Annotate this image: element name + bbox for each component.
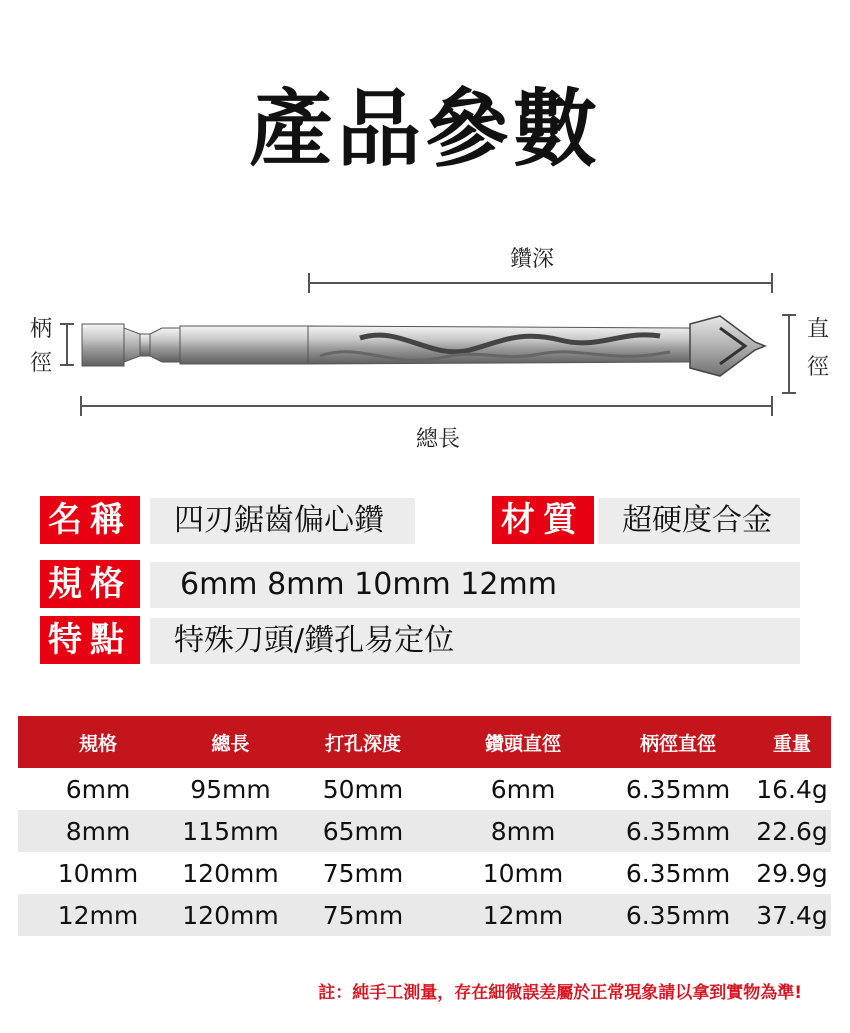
table-cell: 6.35mm bbox=[625, 816, 731, 846]
table-cell: 6mm bbox=[490, 774, 556, 804]
name-value: 四刃鋸齒偏心鑽 bbox=[150, 498, 415, 544]
table-cell: 120mm bbox=[182, 900, 279, 930]
spec-row-size bbox=[40, 560, 800, 608]
dia-label-1: 直 bbox=[806, 317, 829, 342]
header-cell: 重量 bbox=[772, 732, 811, 755]
table-cell: 65mm bbox=[322, 816, 404, 846]
depth-label: 鑽深 bbox=[510, 247, 555, 272]
dia-label-2: 徑 bbox=[806, 355, 829, 380]
table-header bbox=[18, 716, 831, 768]
table-cell: 6mm bbox=[65, 774, 131, 804]
table-cell: 95mm bbox=[190, 774, 271, 804]
header-cell: 鑽頭直徑 bbox=[484, 732, 561, 755]
shank-label-2: 徑 bbox=[29, 351, 52, 376]
dia-tick-bottom bbox=[782, 392, 796, 394]
table-cell: 8mm bbox=[490, 816, 556, 846]
table-row bbox=[18, 768, 831, 810]
table-row bbox=[18, 894, 831, 936]
shank-label-1: 柄 bbox=[29, 317, 52, 342]
dia-dim-line bbox=[788, 314, 790, 394]
header-cell: 打孔深度 bbox=[324, 732, 401, 755]
table-cell: 115mm bbox=[182, 816, 279, 846]
header-cell: 總長 bbox=[211, 732, 250, 755]
feature-value: 特殊刀頭/鑽孔易定位 bbox=[150, 618, 800, 664]
spec-table bbox=[18, 716, 831, 936]
name-tag: 名稱 bbox=[40, 496, 140, 544]
total-tick-left bbox=[80, 396, 82, 416]
material-tag: 材質 bbox=[492, 496, 594, 544]
page-title: 產品參數 bbox=[248, 80, 601, 178]
size-tag: 規格 bbox=[40, 560, 140, 608]
table-cell: 10mm bbox=[57, 858, 139, 888]
total-label: 總長 bbox=[416, 427, 461, 452]
header-cell: 規格 bbox=[78, 732, 117, 755]
table-cell: 37.4g bbox=[756, 900, 828, 930]
table-cell: 16.4g bbox=[756, 774, 828, 804]
table-cell: 22.6g bbox=[756, 816, 828, 846]
table-cell: 29.9g bbox=[756, 858, 828, 888]
table-cell: 8mm bbox=[65, 816, 131, 846]
table-cell: 6.35mm bbox=[625, 858, 731, 888]
dia-tick-top bbox=[782, 314, 796, 316]
drill-diagram bbox=[0, 230, 850, 460]
size-value: 6mm 8mm 10mm 12mm bbox=[150, 562, 800, 608]
table-cell: 10mm bbox=[482, 858, 564, 888]
table-cell: 6.35mm bbox=[625, 900, 731, 930]
header-cell: 柄徑直徑 bbox=[639, 732, 716, 755]
table-cell: 12mm bbox=[57, 900, 139, 930]
table-cell: 6.35mm bbox=[625, 774, 731, 804]
feature-tag: 特點 bbox=[40, 616, 140, 664]
table-cell: 50mm bbox=[322, 774, 404, 804]
table-cell: 75mm bbox=[322, 858, 404, 888]
table-row bbox=[18, 852, 831, 894]
footnote: 註：純手工測量，存在細微誤差屬於正常現象請以拿到實物為準! bbox=[318, 983, 802, 1003]
table-cell: 120mm bbox=[182, 858, 279, 888]
table-cell: 75mm bbox=[322, 900, 404, 930]
total-line bbox=[81, 405, 773, 407]
table-row bbox=[18, 810, 831, 852]
spec-row-name bbox=[40, 496, 800, 544]
spec-row-feature bbox=[40, 616, 800, 664]
material-value: 超硬度合金 bbox=[598, 498, 800, 544]
table-cell: 12mm bbox=[482, 900, 564, 930]
total-tick-right bbox=[771, 396, 773, 416]
